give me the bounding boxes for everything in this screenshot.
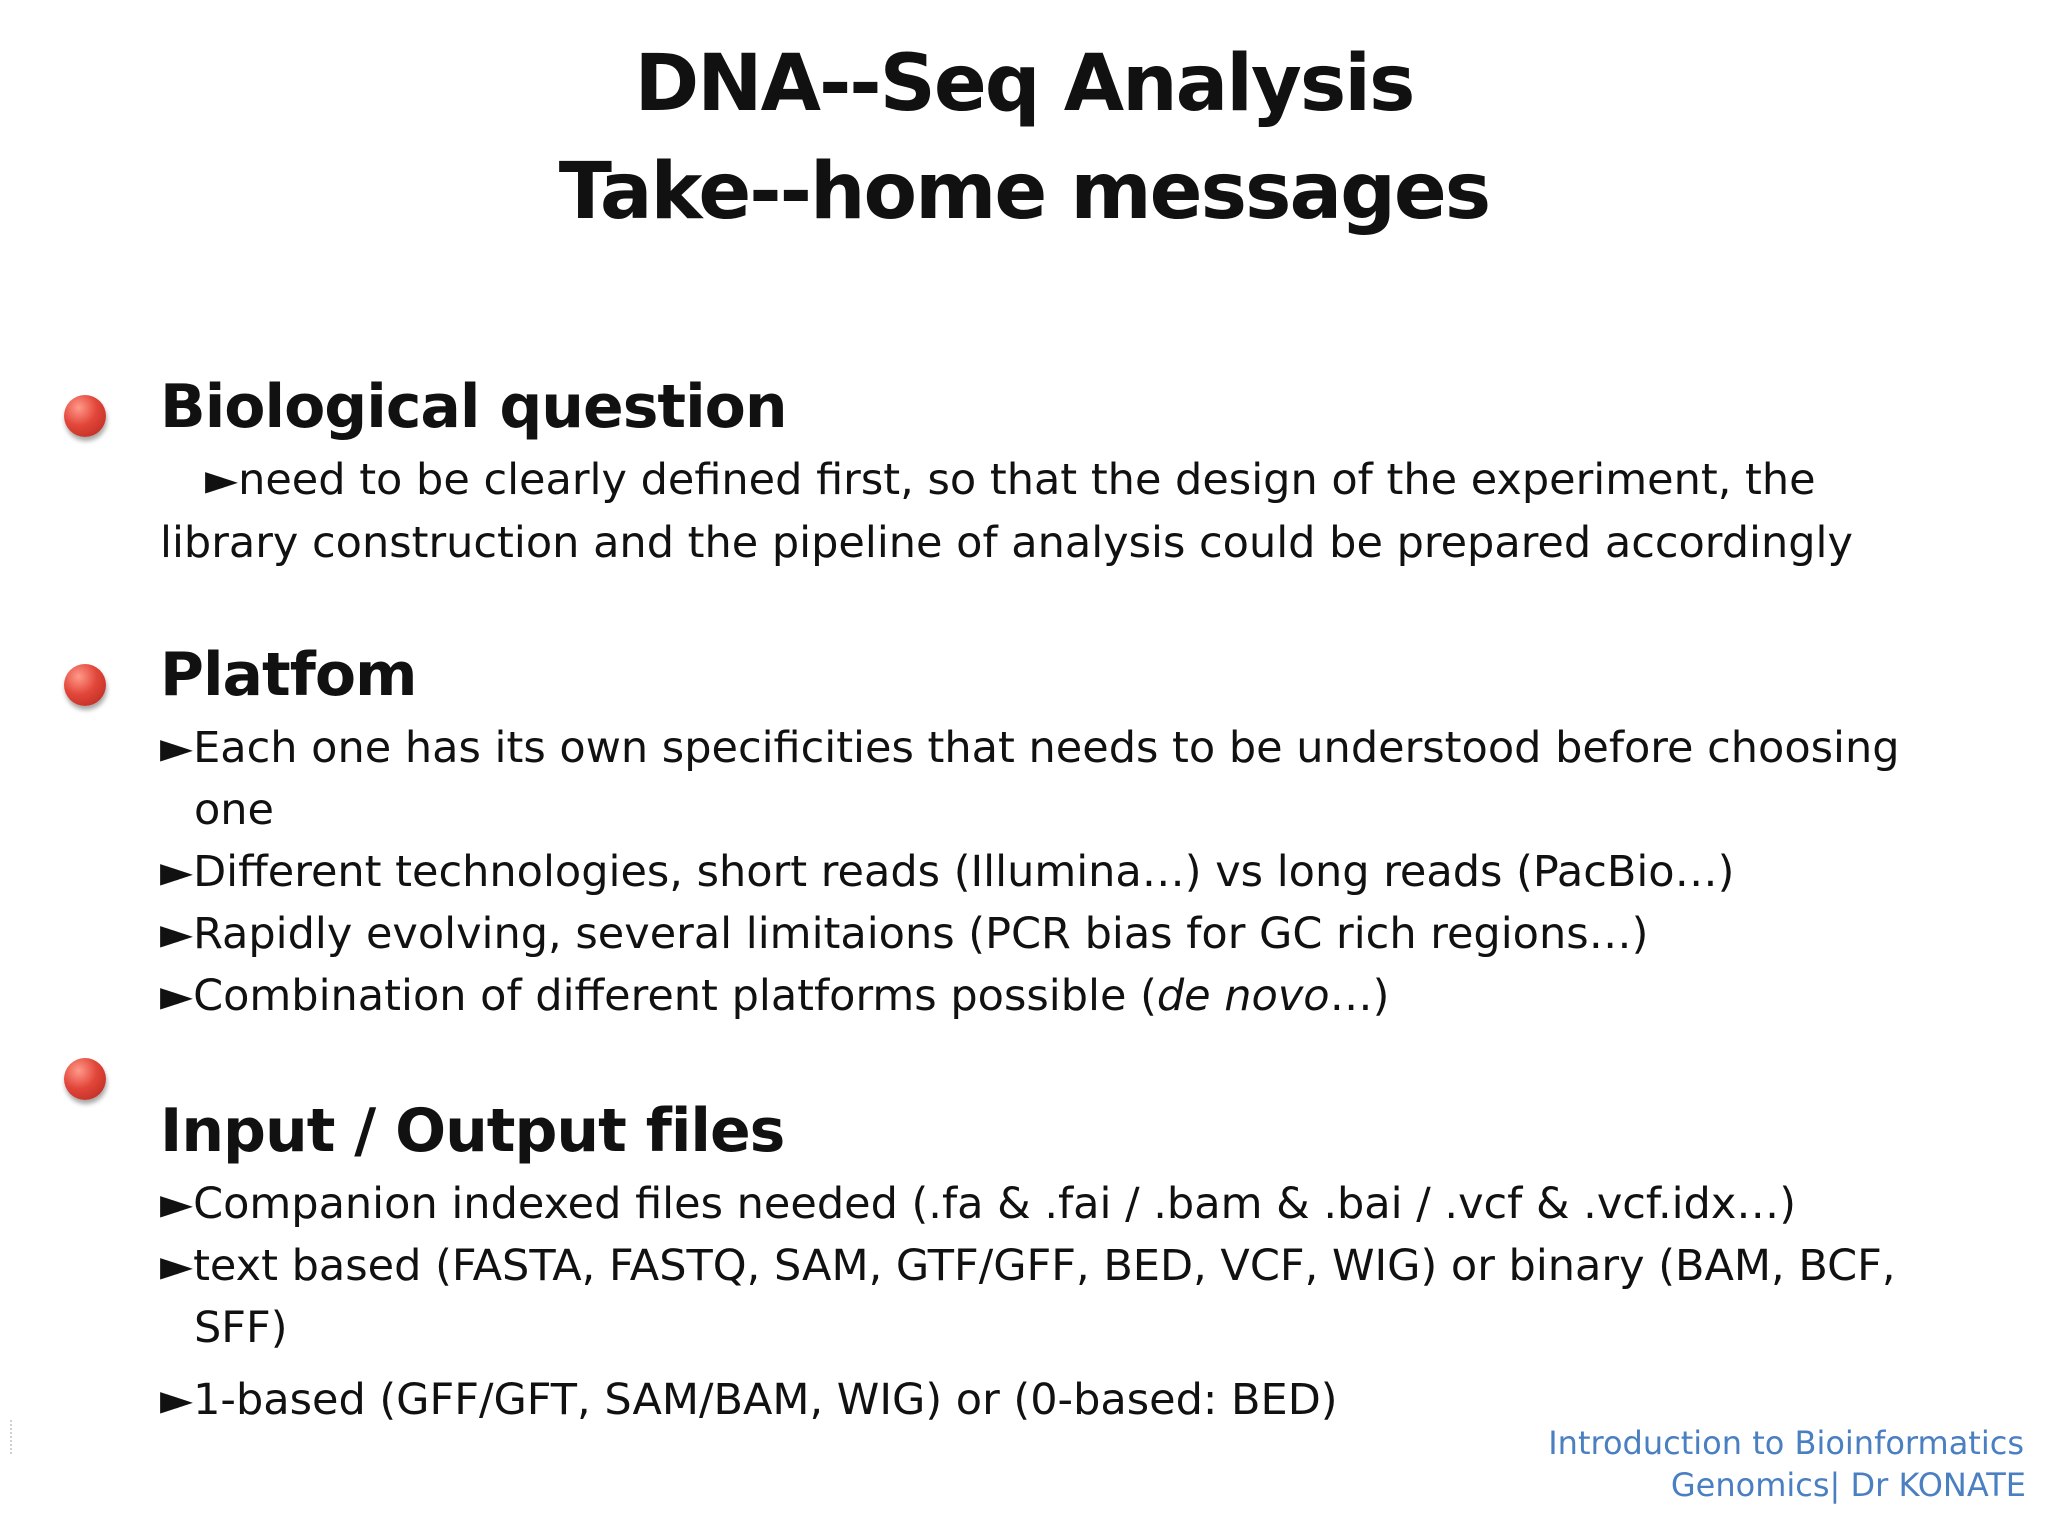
section-2-line-5 [160,970,1389,1022]
section-2-line-2: one [194,785,275,835]
slide-title-line-2: Take--home messages [558,147,1490,237]
slide-title [0,30,2048,246]
section-heading-biological-question: Biological question [160,372,787,442]
section-1-line-2: library construction and the pipeline of analysis could be prepared accordingly [160,518,1853,568]
section-2-line-1: ►Each one has its own specificities that needs to be understood before choosing [160,723,1900,773]
edge-mark [10,1420,14,1454]
bullet-icon [64,1058,106,1100]
clipped-line-container [0,1380,2048,1422]
slide-title-line-1: DNA--Seq Analysis [634,39,1414,129]
section-1-line-1: ►need to be clearly defined first, so that the design of the experiment, the [205,455,1816,505]
bullet-icon [64,664,106,706]
section-2-line-3: ►Different technologies, short reads (Illumina…) vs long reads (PacBio…) [160,847,1735,897]
section-3-line-1: ►Companion indexed files needed (.fa & .fai / .bam & .bai / .vcf & .vcf.idx…) [160,1179,1797,1229]
footer-course-title: Introduction to Bioinformatics [1548,1424,2024,1462]
section-2-line-4: ►Rapidly evolving, several limitaions (PCR bias for GC rich regions…) [160,909,1649,959]
section-3-line-4: ►1-based (GFF/GFT, SAM/BAM, WIG) or (0-based: BED) [160,1380,1338,1422]
section-3-line-2: ►text based (FASTA, FASTQ, SAM, GTF/GFF, BED, VCF, WIG) or binary (BAM, BCF, [160,1241,1896,1291]
section-2-line-5-a: ►Combination of different platforms possible ( [160,971,1157,1021]
section-3-line-3: SFF) [194,1303,288,1353]
section-2-line-5-b: …) [1329,971,1390,1021]
section-2-line-5-italic: de novo [1156,971,1330,1021]
footer-author: Genomics| Dr KONATE [1670,1466,2026,1504]
bullet-icon [64,395,106,437]
section-heading-platform: Platfom [160,640,417,710]
section-heading-input-output-files: Input / Output files [160,1096,785,1166]
